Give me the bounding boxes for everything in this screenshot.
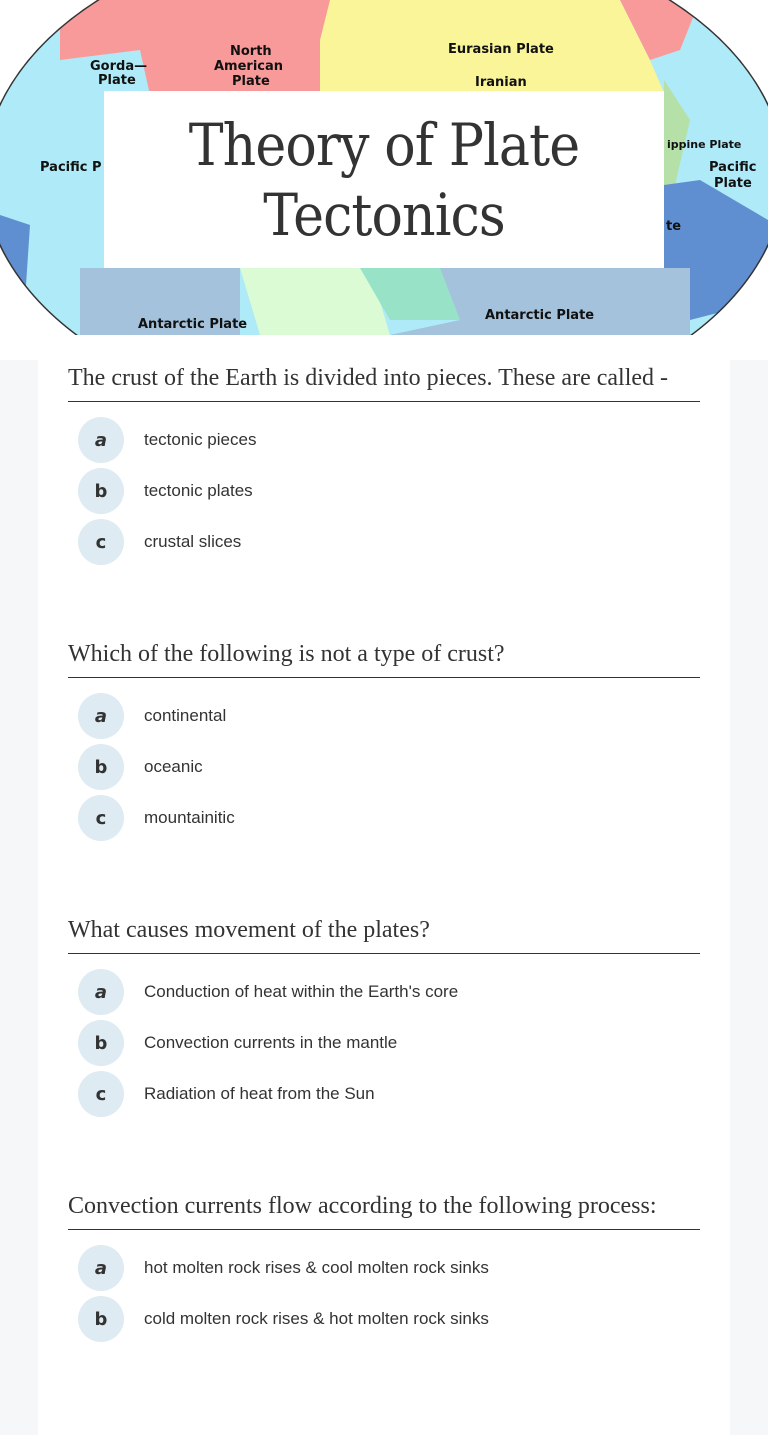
question-title: Convection currents flow according to the following process: bbox=[68, 1193, 700, 1230]
svg-text:Antarctic Plate: Antarctic Plate bbox=[485, 308, 595, 323]
option-letter-badge: a bbox=[78, 969, 124, 1015]
option-text: oceanic bbox=[144, 757, 203, 776]
option-text: crustal slices bbox=[144, 532, 242, 551]
option-text: continental bbox=[144, 706, 227, 725]
map-label-philippine-plate: ippine Plate bbox=[667, 138, 742, 151]
option-letter-badge: a bbox=[78, 693, 124, 739]
answer-option-a[interactable] bbox=[68, 693, 700, 739]
question-title: What causes movement of the plates? bbox=[68, 917, 700, 954]
option-text: tectonic pieces bbox=[144, 430, 257, 449]
svg-text:Plate: Plate bbox=[98, 73, 136, 88]
option-text: Convection currents in the mantle bbox=[144, 1033, 398, 1052]
question-block bbox=[68, 1193, 700, 1342]
page-title: Theory of Plate Tectonics bbox=[188, 110, 580, 249]
answer-option-b[interactable] bbox=[68, 744, 700, 790]
option-letter-badge: c bbox=[78, 795, 124, 841]
options-list bbox=[68, 693, 700, 841]
question-title: The crust of the Earth is divided into pieces. These are called - bbox=[68, 365, 700, 402]
answer-option-a[interactable] bbox=[68, 1245, 700, 1291]
quiz-card bbox=[38, 335, 730, 1435]
svg-text:Plate: Plate bbox=[714, 176, 752, 191]
option-letter-badge: b bbox=[78, 468, 124, 514]
option-text: cold molten rock rises & hot molten rock sinks bbox=[144, 1309, 489, 1328]
svg-text:American: American bbox=[214, 59, 284, 74]
svg-text:Antarctic Plate: Antarctic Plate bbox=[138, 317, 248, 332]
option-letter-badge: a bbox=[78, 417, 124, 463]
svg-text:Gorda—: Gorda— bbox=[90, 59, 148, 74]
option-text: tectonic plates bbox=[144, 481, 253, 500]
answer-option-c[interactable] bbox=[68, 1071, 700, 1117]
answer-option-a[interactable] bbox=[68, 417, 700, 463]
svg-text:Pacific P: Pacific P bbox=[40, 160, 102, 175]
question-block bbox=[68, 365, 700, 565]
option-letter-badge: c bbox=[78, 519, 124, 565]
question-block bbox=[68, 917, 700, 1117]
options-list bbox=[68, 1245, 700, 1342]
option-text: hot molten rock rises & cool molten rock sinks bbox=[144, 1258, 489, 1277]
answer-option-a[interactable] bbox=[68, 969, 700, 1015]
map-label-iranian: Iranian bbox=[475, 75, 527, 90]
options-list bbox=[68, 417, 700, 565]
answer-option-c[interactable] bbox=[68, 795, 700, 841]
option-letter-badge: b bbox=[78, 1020, 124, 1066]
option-letter-badge: b bbox=[78, 1296, 124, 1342]
svg-text:North: North bbox=[230, 44, 272, 59]
question-title: Which of the following is not a type of crust? bbox=[68, 641, 700, 678]
options-list bbox=[68, 969, 700, 1117]
option-letter-badge: b bbox=[78, 744, 124, 790]
option-letter-badge: c bbox=[78, 1071, 124, 1117]
question-list bbox=[38, 335, 730, 1342]
answer-option-b[interactable] bbox=[68, 1020, 700, 1066]
option-text: Conduction of heat within the Earth's core bbox=[144, 982, 459, 1001]
header-banner bbox=[0, 0, 768, 360]
option-letter-badge: a bbox=[78, 1245, 124, 1291]
answer-option-b[interactable] bbox=[68, 1296, 700, 1342]
title-card bbox=[104, 91, 664, 268]
answer-option-c[interactable] bbox=[68, 519, 700, 565]
option-text: mountainitic bbox=[144, 808, 235, 827]
svg-text:Eurasian Plate: Eurasian Plate bbox=[448, 42, 554, 57]
svg-text:Pacific: Pacific bbox=[709, 160, 757, 175]
answer-option-b[interactable] bbox=[68, 468, 700, 514]
svg-text:Plate: Plate bbox=[232, 74, 270, 89]
question-block bbox=[68, 641, 700, 841]
svg-text:te: te bbox=[666, 219, 682, 234]
option-text: Radiation of heat from the Sun bbox=[144, 1084, 375, 1103]
